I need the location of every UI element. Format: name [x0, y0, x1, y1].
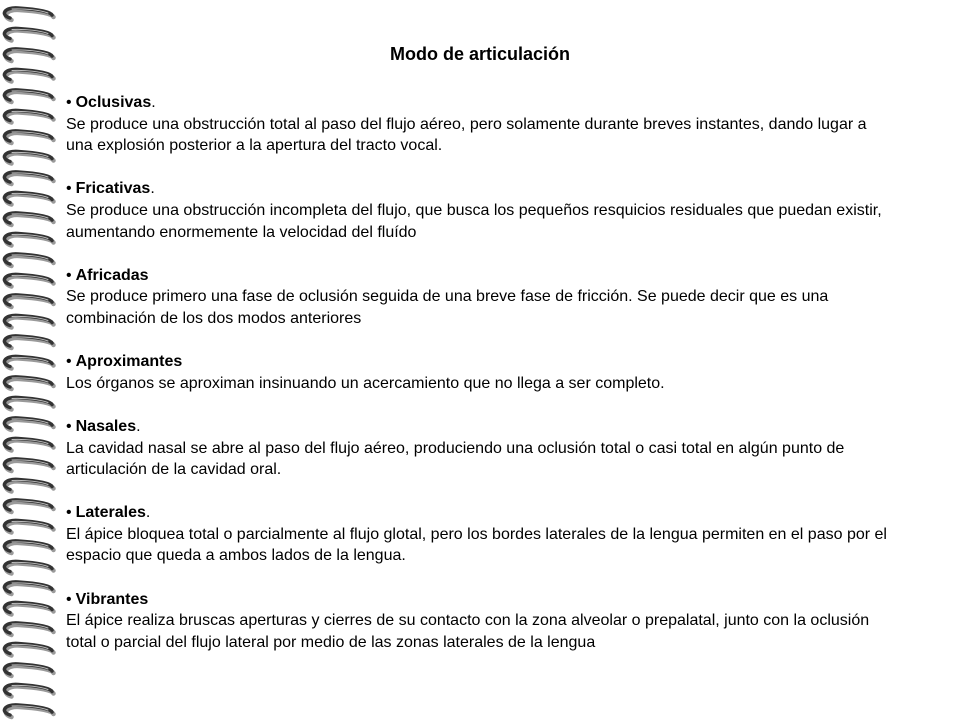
bullet: •	[66, 417, 72, 435]
binding-ring-icon	[4, 131, 53, 143]
section-heading	[66, 178, 896, 200]
binding-ring-icon	[4, 623, 53, 635]
bullet: •	[66, 180, 72, 198]
binding-ring-icon	[4, 418, 53, 430]
bullet: •	[66, 590, 72, 608]
section-heading	[66, 351, 896, 373]
section-laterales	[66, 502, 896, 567]
section-oclusivas	[66, 92, 896, 157]
heading-text: Fricativas	[75, 180, 151, 198]
binding-ring-icon	[4, 664, 53, 676]
binding-ring-icon	[4, 397, 53, 409]
binding-ring-icon	[4, 69, 53, 81]
heading-text: Africadas	[75, 266, 149, 284]
binding-ring-icon	[4, 172, 53, 184]
spiral-binding	[0, 0, 62, 720]
binding-ring-icon	[4, 90, 53, 102]
slide-title: Modo de articulación	[389, 44, 571, 64]
binding-ring-icon	[4, 213, 53, 225]
section-text: Se produce una obstrucción incompleta del flujo, que busca los pequeños resquicios residuales que puedan existir, aumentando enormemente la velocidad del fluído	[66, 201, 882, 241]
binding-ring-icon	[4, 192, 53, 204]
binding-ring-icon	[4, 28, 53, 40]
binding-ring-icon	[4, 233, 53, 245]
section-text: La cavidad nasal se abre al paso del flujo aéreo, produciendo una oclusión total o casi total en algún punto de articulación de la cavidad oral.	[66, 439, 845, 479]
section-heading	[66, 589, 896, 611]
section-heading	[66, 416, 896, 438]
section-aproximantes	[66, 351, 896, 394]
section-text: Se produce una obstrucción total al paso del flujo aéreo, pero solamente durante breves instantes, dando lugar a una explosión posterior a la apertura del tracto vocal.	[66, 115, 867, 155]
binding-ring-icon	[4, 561, 53, 573]
binding-ring-icon	[4, 254, 53, 266]
content-list	[66, 92, 896, 653]
heading-tail: .	[145, 504, 151, 522]
section-fricativas	[66, 178, 896, 243]
binding-ring-icon	[4, 151, 53, 163]
section-africadas	[66, 265, 896, 330]
binding-ring-icon	[4, 438, 53, 450]
section-heading	[66, 265, 896, 287]
binding-ring-icon	[4, 110, 53, 122]
bullet: •	[66, 266, 72, 284]
binding-ring-icon	[4, 602, 53, 614]
heading-text: Vibrantes	[75, 590, 149, 608]
binding-ring-icon	[4, 295, 53, 307]
binding-ring-icon	[4, 684, 53, 696]
heading-text: Oclusivas	[75, 94, 152, 111]
binding-ring-icon	[4, 49, 53, 61]
binding-ring-icon	[4, 459, 53, 471]
binding-ring-icon	[4, 520, 53, 532]
binding-ring-icon	[4, 8, 53, 20]
section-nasales	[66, 416, 896, 481]
section-text: Los órganos se aproximan insinuando un acercamiento que no llega a ser completo.	[66, 374, 665, 392]
section-vibrantes	[66, 589, 896, 654]
binding-ring-icon	[4, 377, 53, 389]
section-heading	[66, 92, 896, 114]
heading-text: Laterales	[75, 504, 146, 522]
binding-ring-icon	[4, 582, 53, 594]
heading-tail: .	[151, 94, 156, 111]
binding-ring-icon	[4, 479, 53, 491]
section-text: El ápice bloquea total o parcialmente al flujo glotal, pero los bordes laterales de la lengua permiten en el paso por el espacio que queda a ambos lados de la lengua.	[66, 525, 887, 565]
heading-tail: .	[150, 180, 155, 198]
binding-ring-icon	[4, 541, 53, 553]
binding-ring-icon	[4, 500, 53, 512]
heading-text: Aproximantes	[75, 353, 183, 371]
binding-ring-icon	[4, 643, 53, 655]
binding-ring-icon	[4, 705, 53, 717]
bullet: •	[66, 353, 72, 371]
heading-text: Nasales	[75, 417, 137, 435]
binding-ring-icon	[4, 315, 53, 327]
section-heading	[66, 502, 896, 524]
heading-tail: .	[136, 417, 141, 435]
section-text: El ápice realiza bruscas aperturas y cierres de su contacto con la zona alveolar o prepalatal, junto con la oclusión total o parcial del flujo lateral por medio de las zonas laterales de la lengua	[66, 612, 870, 651]
binding-ring-icon	[4, 356, 53, 368]
section-text: Se produce primero una fase de oclusión seguida de una breve fase de fricción. Se puede decir que es una combinación de los dos modos anteriores	[66, 288, 829, 327]
binding-ring-icon	[4, 336, 53, 348]
bullet: •	[66, 94, 72, 111]
binding-ring-icon	[4, 274, 53, 286]
bullet: •	[66, 504, 72, 522]
